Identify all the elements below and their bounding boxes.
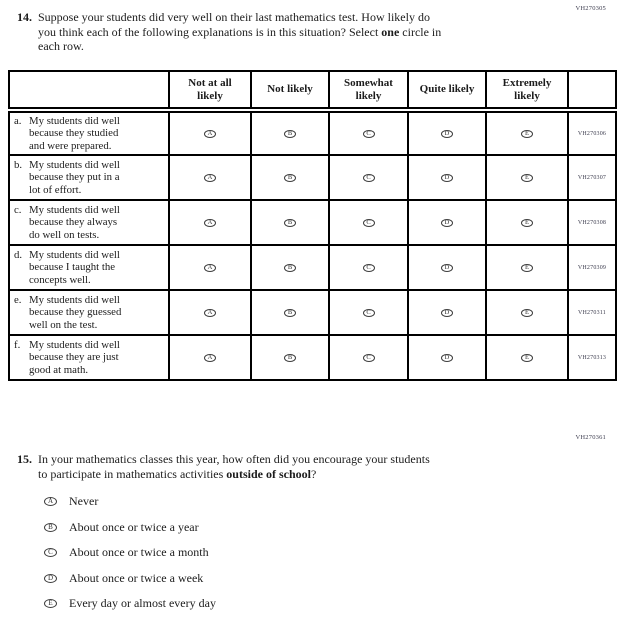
row-code: VH270306 bbox=[568, 110, 616, 155]
row-letter: f. bbox=[14, 339, 21, 352]
oval-letter: C bbox=[366, 218, 371, 226]
question-14-line2-post: circle in bbox=[399, 24, 442, 39]
row-letter: d. bbox=[14, 249, 23, 262]
row-text-line: well on the test. bbox=[29, 318, 98, 331]
answer-cell-e-quite[interactable] bbox=[408, 290, 486, 335]
option-once-twice-week bbox=[44, 572, 216, 585]
row-e-label-cell bbox=[9, 290, 169, 335]
response-oval-c[interactable] bbox=[363, 130, 375, 138]
answer-cell-b-quite[interactable] bbox=[408, 155, 486, 200]
question-15-number: 15. bbox=[17, 452, 32, 466]
header-blank-cell bbox=[9, 71, 169, 110]
oval-letter: D bbox=[444, 353, 450, 361]
q15-options-list bbox=[44, 495, 216, 623]
oval-letter: D bbox=[47, 573, 54, 582]
answer-cell-a-quite[interactable] bbox=[408, 110, 486, 155]
row-letter: e. bbox=[14, 294, 22, 307]
row-text-line: because they are just bbox=[29, 351, 119, 364]
answer-cell-d-not-likely[interactable] bbox=[251, 245, 329, 290]
response-oval-e[interactable] bbox=[521, 264, 533, 272]
oval-letter: E bbox=[525, 129, 529, 137]
header-code-cell bbox=[568, 71, 616, 110]
column-header-not-likely bbox=[251, 71, 329, 110]
question-14-line3: each row. bbox=[38, 39, 84, 53]
option-label: Every day or almost every day bbox=[69, 596, 216, 610]
row-b-label-cell bbox=[9, 155, 169, 200]
answer-cell-b-not-at-all[interactable] bbox=[169, 155, 251, 200]
response-oval-b[interactable] bbox=[44, 523, 57, 532]
row-text bbox=[29, 204, 165, 241]
header-line: likely bbox=[514, 89, 540, 102]
oval-letter: A bbox=[47, 497, 54, 505]
answer-cell-b-not-likely[interactable] bbox=[251, 155, 329, 200]
option-label: About once or twice a week bbox=[69, 570, 204, 585]
header-line: Not likely bbox=[267, 83, 313, 96]
answer-cell-e-extremely[interactable] bbox=[486, 290, 568, 335]
answer-cell-f-extremely[interactable] bbox=[486, 335, 568, 380]
table-row-b bbox=[9, 155, 616, 200]
answer-cell-a-not-likely[interactable] bbox=[251, 110, 329, 155]
row-c-label-cell bbox=[9, 200, 169, 245]
answer-cell-f-not-likely[interactable] bbox=[251, 335, 329, 380]
row-code: VH270313 bbox=[568, 335, 616, 380]
row-text bbox=[29, 249, 165, 286]
response-oval-a[interactable] bbox=[204, 309, 216, 317]
oval-letter: E bbox=[525, 308, 529, 316]
response-oval-d[interactable] bbox=[441, 219, 453, 227]
answer-cell-c-quite[interactable] bbox=[408, 200, 486, 245]
table-row-c bbox=[9, 200, 616, 245]
column-header-not-at-all-likely bbox=[169, 71, 251, 110]
answer-cell-c-not-likely[interactable] bbox=[251, 200, 329, 245]
response-oval-a[interactable] bbox=[204, 264, 216, 272]
oval-letter: A bbox=[207, 173, 213, 181]
oval-letter: B bbox=[287, 308, 293, 316]
option-label: Never bbox=[69, 494, 99, 508]
row-text-line: because I taught the bbox=[29, 261, 116, 274]
header-line: Quite likely bbox=[419, 83, 475, 96]
question-14-line2-bold: one bbox=[381, 24, 400, 39]
row-text-line: do well on tests. bbox=[29, 228, 100, 241]
oval-letter: E bbox=[525, 218, 529, 226]
row-text bbox=[29, 159, 165, 196]
row-text bbox=[29, 339, 165, 376]
row-text bbox=[29, 294, 165, 331]
response-oval-a[interactable] bbox=[204, 174, 216, 182]
option-label: About once or twice a month bbox=[69, 545, 209, 559]
oval-letter: A bbox=[207, 353, 213, 361]
oval-letter: C bbox=[366, 263, 371, 271]
oval-letter: B bbox=[287, 173, 293, 181]
oval-letter: D bbox=[444, 218, 450, 226]
response-oval-a[interactable] bbox=[44, 497, 57, 506]
header-line: Extremely bbox=[502, 77, 552, 89]
row-text-line: My students did well bbox=[29, 159, 120, 172]
response-oval-c[interactable] bbox=[363, 354, 375, 362]
oval-letter: B bbox=[287, 129, 293, 137]
answer-cell-b-somewhat[interactable] bbox=[329, 155, 408, 200]
row-code: VH270311 bbox=[568, 290, 616, 335]
response-oval-e[interactable] bbox=[521, 219, 533, 227]
row-text-line: My students did well bbox=[29, 249, 120, 262]
answer-cell-d-extremely[interactable] bbox=[486, 245, 568, 290]
question-14-line2-pre: you think each of the following explanations is in this situation? Select bbox=[38, 24, 382, 39]
question-15-line2 bbox=[38, 467, 430, 482]
answer-cell-d-somewhat[interactable] bbox=[329, 245, 408, 290]
question-15-text bbox=[38, 452, 430, 481]
table-row-e bbox=[9, 290, 616, 335]
answer-cell-d-quite[interactable] bbox=[408, 245, 486, 290]
response-oval-e[interactable] bbox=[44, 599, 57, 608]
table-row-f bbox=[9, 335, 616, 380]
answer-cell-a-extremely[interactable] bbox=[486, 110, 568, 155]
row-text bbox=[29, 115, 165, 152]
oval-letter: A bbox=[207, 308, 213, 316]
oval-letter: D bbox=[444, 308, 450, 316]
form-code-q14: VH270305 bbox=[575, 5, 606, 12]
row-letter: c. bbox=[14, 204, 22, 217]
response-oval-c[interactable] bbox=[44, 548, 57, 557]
answer-cell-f-not-at-all[interactable] bbox=[169, 335, 251, 380]
oval-letter: E bbox=[525, 173, 529, 181]
row-text-line: My students did well bbox=[29, 294, 120, 307]
oval-letter: D bbox=[444, 173, 450, 181]
table-header-row bbox=[9, 71, 616, 110]
question-14 bbox=[17, 10, 441, 54]
row-code: VH270307 bbox=[568, 155, 616, 200]
oval-letter: E bbox=[525, 263, 529, 271]
row-text-line: and were prepared. bbox=[29, 139, 112, 152]
row-text-line: concepts well. bbox=[29, 273, 91, 286]
response-oval-b[interactable] bbox=[284, 130, 296, 138]
answer-cell-c-not-at-all[interactable] bbox=[169, 200, 251, 245]
oval-letter: B bbox=[287, 353, 293, 361]
header-line: Somewhat bbox=[344, 77, 393, 89]
response-oval-b[interactable] bbox=[284, 219, 296, 227]
oval-letter: A bbox=[207, 129, 213, 137]
response-oval-a[interactable] bbox=[204, 354, 216, 362]
row-text-line: lot of effort. bbox=[29, 183, 82, 196]
column-header-extremely-likely bbox=[486, 71, 568, 110]
response-oval-e[interactable] bbox=[521, 354, 533, 362]
row-a-label-cell bbox=[9, 110, 169, 155]
answer-cell-e-somewhat[interactable] bbox=[329, 290, 408, 335]
response-oval-d[interactable] bbox=[441, 130, 453, 138]
option-once-twice-year bbox=[44, 521, 216, 534]
response-oval-d[interactable] bbox=[441, 264, 453, 272]
response-oval-c[interactable] bbox=[363, 174, 375, 182]
oval-letter: B bbox=[287, 263, 293, 271]
response-oval-a[interactable] bbox=[204, 219, 216, 227]
option-label: About once or twice a year bbox=[69, 519, 199, 534]
row-code: VH270308 bbox=[568, 200, 616, 245]
question-15-line1: In your mathematics classes this year, how often did you encourage your students bbox=[38, 452, 430, 466]
row-letter: a. bbox=[14, 115, 22, 128]
answer-cell-c-extremely[interactable] bbox=[486, 200, 568, 245]
answer-cell-a-not-at-all[interactable] bbox=[169, 110, 251, 155]
response-oval-b[interactable] bbox=[284, 309, 296, 317]
oval-letter: B bbox=[287, 218, 293, 226]
header-line: likely bbox=[355, 89, 382, 102]
row-d-label-cell bbox=[9, 245, 169, 290]
row-letter: b. bbox=[14, 159, 23, 172]
question-14-line2 bbox=[38, 25, 441, 40]
answer-cell-a-somewhat[interactable] bbox=[329, 110, 408, 155]
question-15-line2-post: ? bbox=[310, 466, 317, 481]
oval-letter: C bbox=[48, 548, 53, 556]
response-oval-d[interactable] bbox=[44, 574, 57, 583]
question-15 bbox=[17, 452, 430, 481]
oval-letter: C bbox=[366, 129, 371, 137]
table-row-d bbox=[9, 245, 616, 290]
response-oval-e[interactable] bbox=[521, 309, 533, 317]
option-every-day bbox=[44, 597, 216, 610]
row-text-line: My students did well bbox=[29, 204, 120, 217]
answer-cell-e-not-at-all[interactable] bbox=[169, 290, 251, 335]
column-header-quite-likely bbox=[408, 71, 486, 110]
row-text-line: because they put in a bbox=[29, 171, 120, 184]
response-oval-b[interactable] bbox=[284, 174, 296, 182]
oval-letter: A bbox=[207, 218, 213, 226]
option-once-twice-month bbox=[44, 546, 216, 559]
form-code-q15: VH270361 bbox=[575, 434, 606, 441]
answer-cell-d-not-at-all[interactable] bbox=[169, 245, 251, 290]
response-oval-d[interactable] bbox=[441, 309, 453, 317]
table-row-a bbox=[9, 110, 616, 155]
question-14-text bbox=[38, 10, 441, 54]
question-14-line1: Suppose your students did very well on their last mathematics test. How likely do bbox=[38, 10, 430, 24]
column-header-somewhat-likely bbox=[329, 71, 408, 110]
oval-letter: C bbox=[366, 173, 371, 181]
question-15-line2-bold: outside of school bbox=[226, 466, 311, 481]
row-text-line: good at math. bbox=[29, 363, 89, 376]
row-text-line: because they studied bbox=[29, 127, 119, 140]
oval-letter: E bbox=[525, 353, 529, 361]
response-oval-e[interactable] bbox=[521, 174, 533, 182]
header-line: Not at all bbox=[188, 77, 232, 89]
question-15-line2-pre: to participate in mathematics activities bbox=[38, 466, 227, 481]
oval-letter: D bbox=[444, 263, 450, 271]
oval-letter: B bbox=[48, 522, 53, 531]
answer-cell-f-somewhat[interactable] bbox=[329, 335, 408, 380]
row-text-line: My students did well bbox=[29, 115, 120, 128]
answer-cell-c-somewhat[interactable] bbox=[329, 200, 408, 245]
answer-cell-f-quite[interactable] bbox=[408, 335, 486, 380]
answer-cell-b-extremely[interactable] bbox=[486, 155, 568, 200]
oval-letter: D bbox=[444, 129, 450, 137]
response-oval-b[interactable] bbox=[284, 264, 296, 272]
oval-letter: A bbox=[207, 263, 213, 271]
response-oval-c[interactable] bbox=[363, 264, 375, 272]
response-oval-d[interactable] bbox=[441, 354, 453, 362]
option-never bbox=[44, 495, 216, 508]
oval-letter: C bbox=[366, 353, 371, 361]
q14-response-table bbox=[8, 70, 617, 381]
oval-letter: E bbox=[48, 599, 53, 607]
answer-cell-e-not-likely[interactable] bbox=[251, 290, 329, 335]
row-code: VH270309 bbox=[568, 245, 616, 290]
response-oval-c[interactable] bbox=[363, 219, 375, 227]
question-14-number: 14. bbox=[17, 10, 32, 24]
response-oval-b[interactable] bbox=[284, 354, 296, 362]
header-line: likely bbox=[197, 89, 223, 102]
row-text-line: My students did well bbox=[29, 339, 120, 352]
oval-letter: C bbox=[366, 308, 371, 316]
response-oval-a[interactable] bbox=[204, 130, 216, 138]
row-f-label-cell bbox=[9, 335, 169, 380]
response-oval-e[interactable] bbox=[521, 130, 533, 138]
row-text-line: because they guessed bbox=[29, 306, 122, 319]
response-oval-d[interactable] bbox=[441, 174, 453, 182]
row-text-line: because they always bbox=[29, 216, 118, 229]
response-oval-c[interactable] bbox=[363, 309, 375, 317]
